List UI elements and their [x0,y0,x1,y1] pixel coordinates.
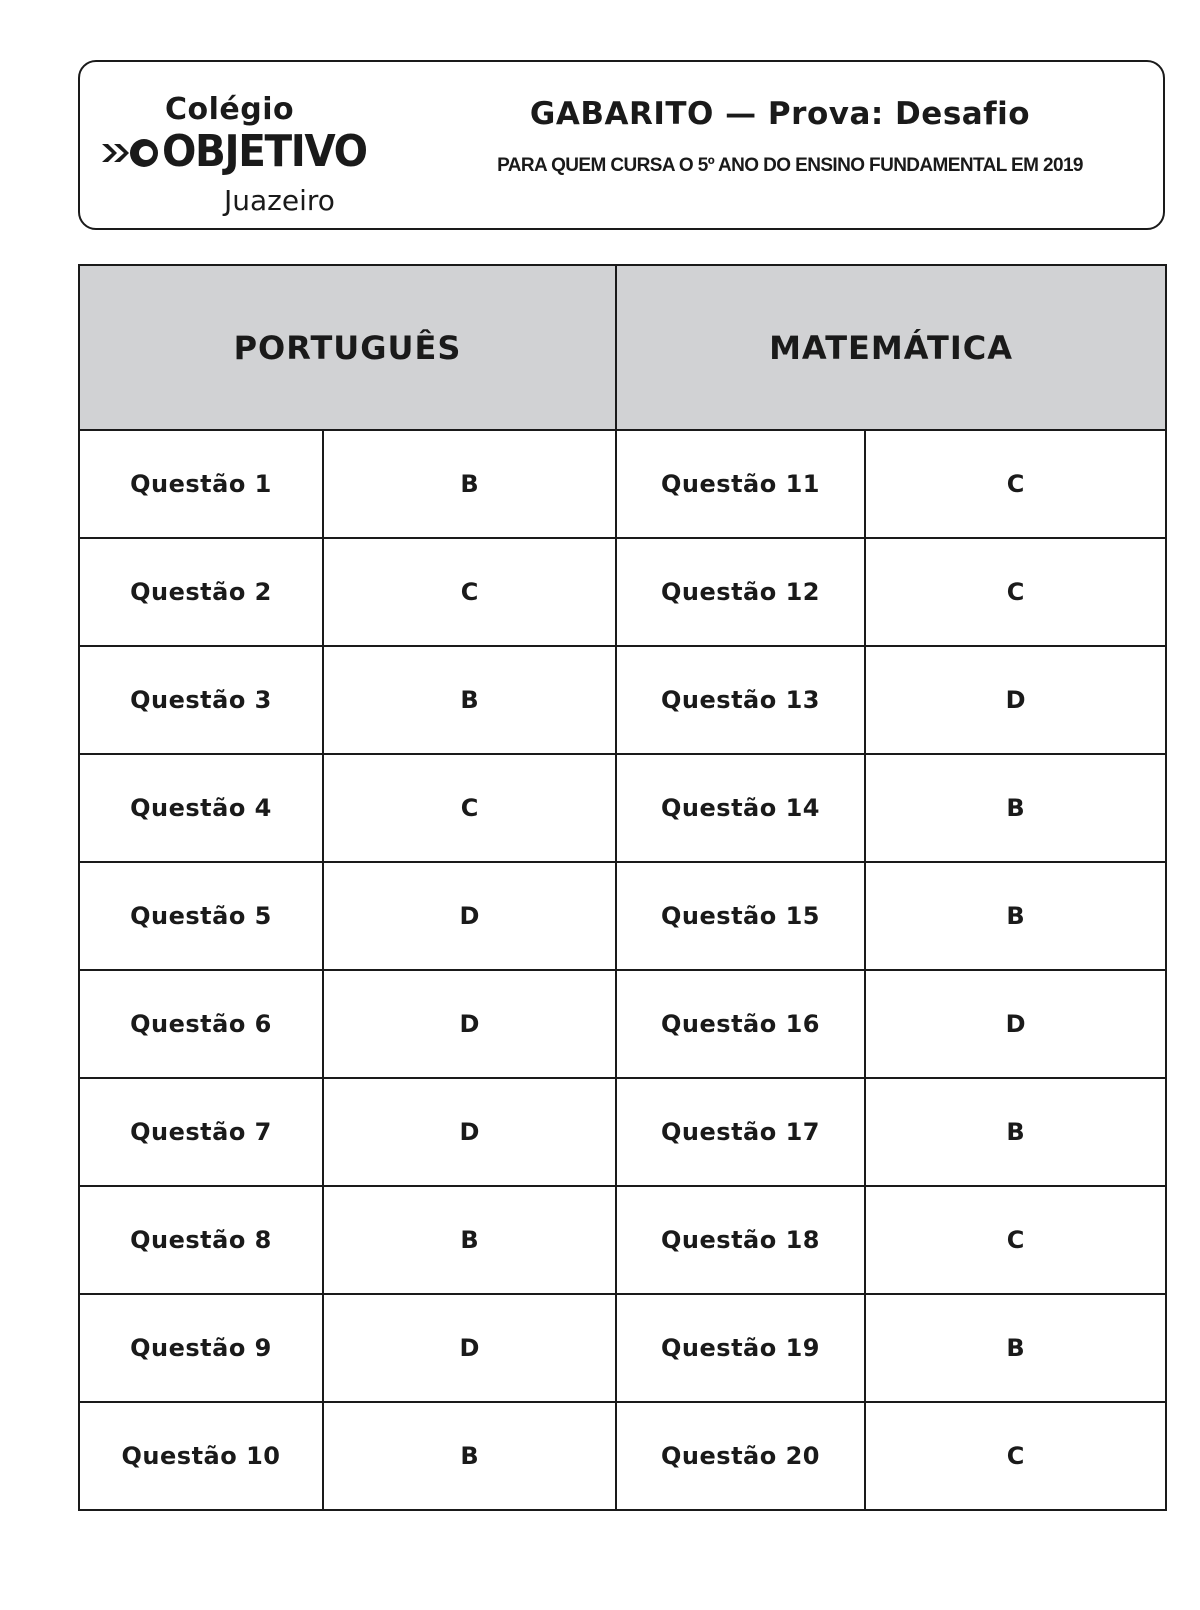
answer-key-table [78,264,1167,1511]
question-label: Questão 6 [79,970,323,1078]
answer-cell: C [865,430,1166,538]
answer-cell: C [323,538,616,646]
table-row [79,1078,1166,1186]
logo-city-text: Juazeiro [224,184,335,217]
question-label: Questão 18 [616,1186,865,1294]
answer-cell: B [323,430,616,538]
question-label: Questão 7 [79,1078,323,1186]
answer-cell: D [323,1078,616,1186]
header-box [78,60,1165,230]
answer-cell: B [865,754,1166,862]
question-label: Questão 9 [79,1294,323,1402]
answer-cell: C [865,1186,1166,1294]
table-row [79,430,1166,538]
answer-cell: B [323,1186,616,1294]
table-row [79,1294,1166,1402]
table-row [79,1186,1166,1294]
table-row [79,862,1166,970]
question-label: Questão 10 [79,1402,323,1510]
answer-cell: D [323,862,616,970]
answer-cell: C [865,538,1166,646]
question-label: Questão 4 [79,754,323,862]
table-header-row [79,265,1166,430]
table-row [79,970,1166,1078]
question-label: Questão 15 [616,862,865,970]
table-row [79,646,1166,754]
school-logo [100,92,370,222]
answer-cell: D [323,970,616,1078]
answer-cell: B [865,1294,1166,1402]
answer-cell: B [865,862,1166,970]
question-label: Questão 2 [79,538,323,646]
answer-cell: B [865,1078,1166,1186]
question-label: Questão 1 [79,430,323,538]
document-title: GABARITO — Prova: Desafio [529,96,1031,132]
question-label: Questão 8 [79,1186,323,1294]
question-label: Questão 20 [616,1402,865,1510]
logo-colegio-text: Colégio [165,92,295,127]
logo-brand-text: OBJETIVO [162,126,367,177]
question-label: Questão 16 [616,970,865,1078]
answer-cell: D [865,970,1166,1078]
answer-cell: B [323,646,616,754]
question-label: Questão 5 [79,862,323,970]
table-row [79,754,1166,862]
header-matematica: MATEMÁTICA [616,265,1166,430]
table-row [79,1402,1166,1510]
answer-cell: C [323,754,616,862]
question-label: Questão 3 [79,646,323,754]
answer-cell: D [323,1294,616,1402]
question-label: Questão 12 [616,538,865,646]
answer-cell: D [865,646,1166,754]
answer-cell: C [865,1402,1166,1510]
header-portugues: PORTUGUÊS [79,265,616,430]
question-label: Questão 14 [616,754,865,862]
logo-mark-icon [100,134,162,172]
document-subtitle: PARA QUEM CURSA O 5º ANO DO ENSINO FUNDAMENTAL EM 2019 [497,155,1083,176]
question-label: Questão 11 [616,430,865,538]
question-label: Questão 17 [616,1078,865,1186]
question-label: Questão 19 [616,1294,865,1402]
table-row [79,538,1166,646]
answer-cell: B [323,1402,616,1510]
question-label: Questão 13 [616,646,865,754]
